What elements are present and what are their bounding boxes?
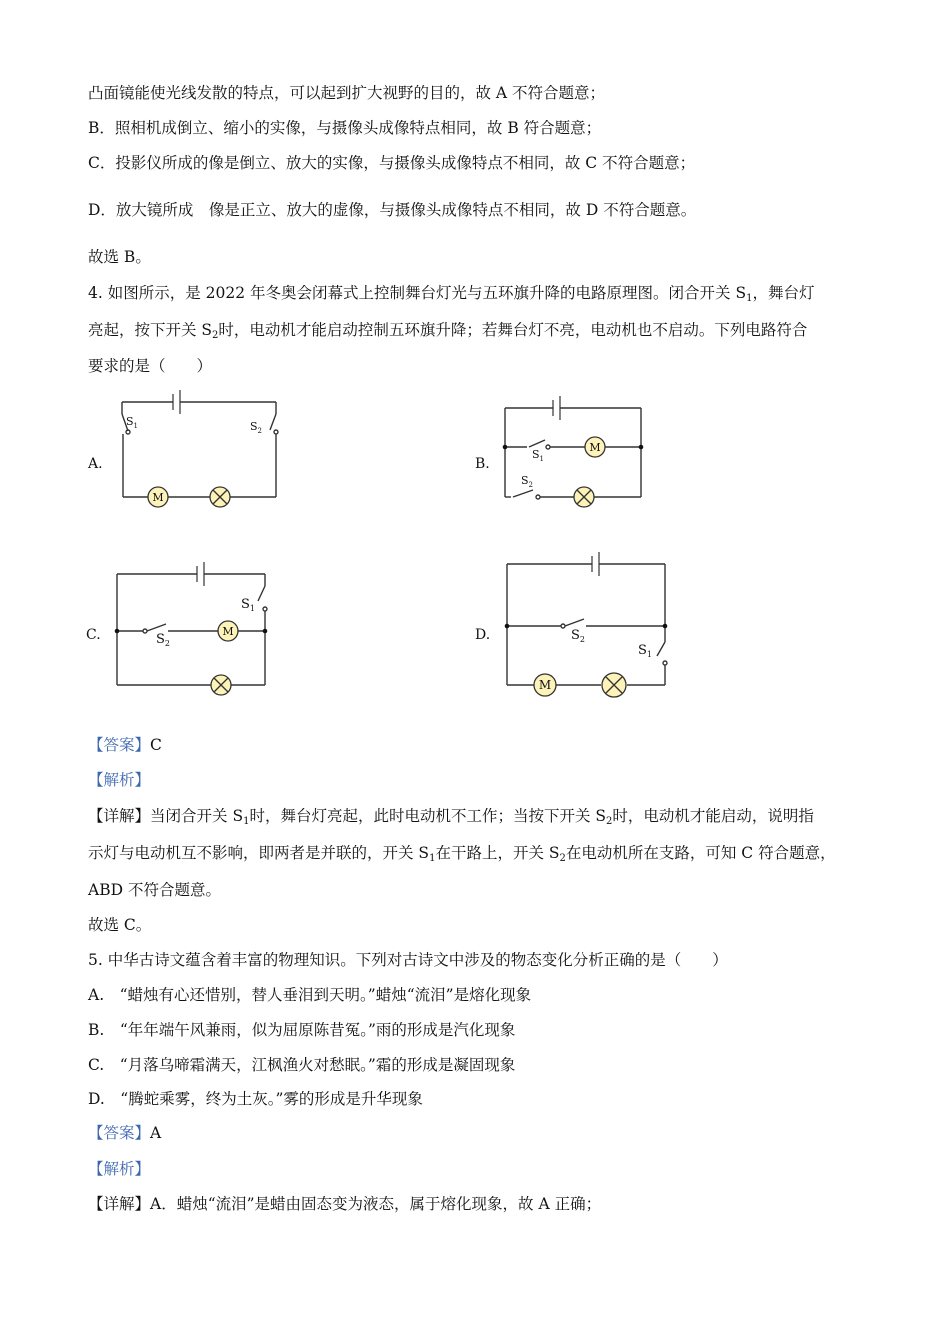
question-5: 5. 中华古诗文蕴含着丰富的物理知识。下列对古诗文中涉及的物态变化分析正确的是（ ） xyxy=(88,951,728,969)
answer-5: 【答案】A xyxy=(88,1124,162,1142)
analysis-4-heading: 【解析】 xyxy=(88,771,151,789)
question-5-option-b: B. “年年端午风兼雨，似为屈原陈昔冤。”雨的形成是汽化现象 xyxy=(88,1021,516,1039)
junction-dots xyxy=(115,445,668,634)
text-line: C．投影仪所成的像是倒立、放大的实像，与摄像头成像特点不相同，故 C 不符合题意； xyxy=(88,154,696,172)
option-a-label: A. xyxy=(88,456,103,472)
switch-label: $S_2$ xyxy=(250,420,263,435)
text-line: 凸面镜能使光线发散的特点，可以起到扩大视野的目的，故 A 不符合题意； xyxy=(88,84,606,102)
circuit-c xyxy=(117,562,267,685)
circuit-d xyxy=(507,552,667,685)
text-line: D．放大镜所成 像是正立、放大的虚像，与摄像头成像特点不相同，故 D 不符合题意。 xyxy=(88,201,697,219)
question-5-option-c: C. “月落乌啼霜满天，江枫渔火对愁眠。”霜的形成是凝固现象 xyxy=(88,1056,516,1074)
detail-4-line2: 示灯与电动机互不影响，即两者是并联的，开关 $S_1$在干路上，开关 $S_2$在电动机所在支路，可知 C 符合题意， xyxy=(88,844,836,864)
detail-5-line1: 【详解】A．蜡烛“流泪”是蜡由固态变为液态，属于熔化现象，故 A 正确； xyxy=(88,1195,602,1213)
switch-label: $S_2$ xyxy=(521,474,534,489)
switch-label: $S_1$ xyxy=(638,643,652,659)
motor-label: M xyxy=(589,441,601,454)
text-line: B．照相机成倒立、缩小的实像，与摄像头成像特点相同，故 B 符合题意； xyxy=(88,119,602,137)
text-line: 故选 B。 xyxy=(88,248,151,266)
motor-label: M xyxy=(152,491,164,504)
motor-label: M xyxy=(222,625,234,638)
analysis-5-heading: 【解析】 xyxy=(88,1160,151,1178)
option-c-label: C. xyxy=(86,627,101,643)
switch-label: $S_1$ xyxy=(241,597,255,613)
motor-label: M xyxy=(538,678,552,692)
question-4-line2: 亮起，按下开关 $S_2$时，电动机才能启动控制五环旗升降；若舞台灯不亮，电动机也不启动。下列电路符合 xyxy=(88,321,808,341)
switch-label: $S_2$ xyxy=(571,628,585,644)
question-5-option-d: D. “腾蛇乘雾，终为土灰。”雾的形成是升华现象 xyxy=(88,1090,423,1108)
option-d-label: D. xyxy=(475,627,491,643)
detail-4-line1: 【详解】当闭合开关 $S_1$时，舞台灯亮起，此时电动机不工作；当按下开关 $S_2$时，电动机才能启动，说明指 xyxy=(88,807,814,827)
switch-label: $S_2$ xyxy=(156,632,170,648)
question-4-line3: 要求的是（ ） xyxy=(88,357,213,375)
question-4-line1: 4. 如图所示，是 2022 年冬奥会闭幕式上控制舞台灯光与五环旗升降的电路原理图。闭合开关 $S_1$，舞台灯 xyxy=(88,284,815,304)
switch-label: $S_1$ xyxy=(532,448,545,463)
circuit-a xyxy=(122,390,278,497)
switch-label: $S_1$ xyxy=(126,415,139,430)
answer-4: 【答案】C xyxy=(88,736,162,754)
option-b-label: B. xyxy=(475,456,490,472)
question-5-option-a: A. “蜡烛有心还惜别，替人垂泪到天明。”蜡烛“流泪”是熔化现象 xyxy=(88,986,532,1004)
detail-4-line4: 故选 C。 xyxy=(88,916,152,934)
detail-4-line3: ABD 不符合题意。 xyxy=(88,881,221,899)
